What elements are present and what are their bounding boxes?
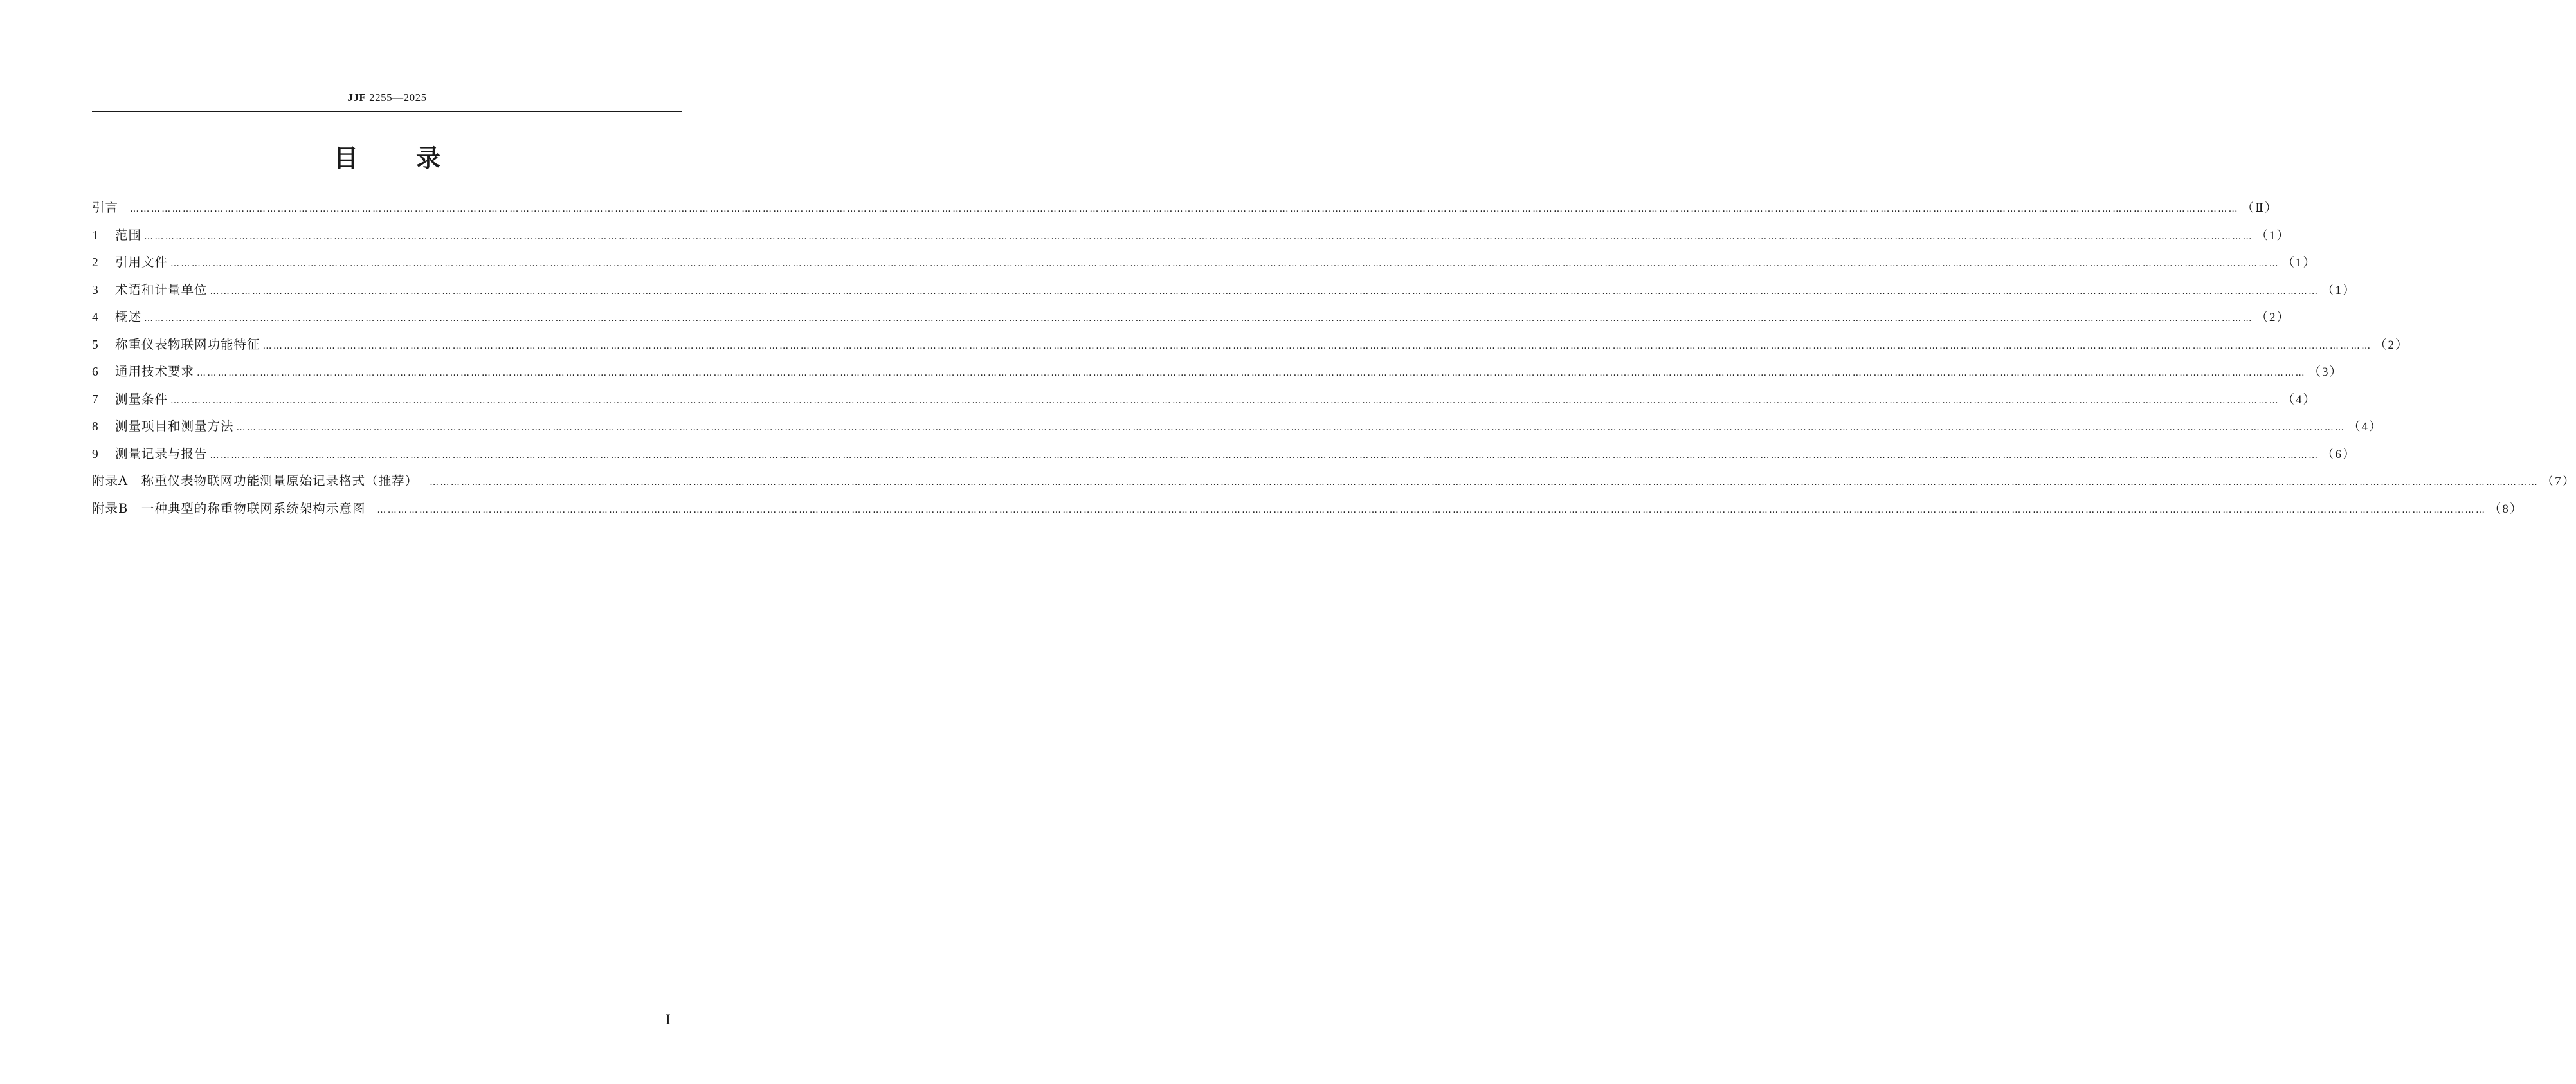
toc-entry-label: 通用技术要求 xyxy=(115,364,195,379)
toc-dot-leader: …………………………………………………………………………………………………………………………………………………………………………………………………………………………………………………………………………………………………………………………………………………………………………………………………………………………………………………………………………………………………………………………………………………… xyxy=(170,395,2280,406)
toc-entry-label: 术语和计量单位 xyxy=(115,282,208,297)
toc-entry[interactable] xyxy=(92,468,2576,495)
toc-dot-leader: …………………………………………………………………………………………………………………………………………………………………………………………………………………………………………………………………………………………………………………………………………………………………………………………………………………………………………………………………………………………………………………………………………………… xyxy=(210,450,2319,461)
toc-dot-leader: …………………………………………………………………………………………………………………………………………………………………………………………………………………………………………………………………………………………………………………………………………………………………………………………………………………………………………………………………………………………………………………………………………………… xyxy=(144,231,2254,242)
toc-dot-leader: …………………………………………………………………………………………………………………………………………………………………………………………………………………………………………………………………………………………………………………………………………………………………………………………………………………………………………………………………………………………………………………………………………………… xyxy=(170,259,2280,269)
toc-entry-page: （2） xyxy=(2374,338,2409,352)
header-divider xyxy=(92,111,682,112)
toc-entry[interactable] xyxy=(92,386,2317,414)
page-number: Ⅰ xyxy=(665,1012,671,1027)
toc-entry-label: 称重仪表物联网功能特征 xyxy=(115,336,260,352)
toc-entry-page: （4） xyxy=(2348,420,2383,434)
toc-entry-page: （4） xyxy=(2282,392,2317,407)
toc-entry-page: （8） xyxy=(2489,502,2523,516)
toc-entry-page: （Ⅱ） xyxy=(2242,201,2278,215)
toc-dot-leader: …………………………………………………………………………………………………………………………………………………………………………………………………………………………………………………………………………………………………………………………………………………………………………………………………………………………………………………………………………………………………………………………………………………… xyxy=(262,340,2372,351)
toc-entry[interactable] xyxy=(92,277,2357,304)
toc-entry[interactable] xyxy=(92,441,2357,468)
toc-dot-leader: …………………………………………………………………………………………………………………………………………………………………………………………………………………………………………………………………………………………………………………………………………………………………………………………………………………………………………………………………………………………………………………………………………………… xyxy=(377,504,2487,515)
toc-entry-number: 4 xyxy=(92,311,98,324)
toc-entry-label: 附录A 称重仪表物联网功能测量原始记录格式（推荐） xyxy=(92,473,419,488)
standard-code: JJF xyxy=(347,91,367,104)
toc-entry[interactable] xyxy=(92,331,2409,359)
toc-entry-number: 7 xyxy=(92,392,98,407)
toc-dot-leader: …………………………………………………………………………………………………………………………………………………………………………………………………………………………………………………………………………………………………………………………………………………………………………………………………………………………………………………………………………………………………………………………………………………… xyxy=(197,368,2307,378)
toc-entry-number: 1 xyxy=(92,228,98,243)
toc-entry-page: （1） xyxy=(2282,256,2317,270)
toc-entry[interactable] xyxy=(92,194,2278,222)
toc-entry[interactable] xyxy=(92,304,2290,331)
running-header xyxy=(92,91,682,104)
toc-entry-label: 测量记录与报告 xyxy=(115,446,208,461)
toc-entry-label: 附录B 一种典型的称重物联网系统架构示意图 xyxy=(92,501,366,516)
toc-entry-label: 测量条件 xyxy=(115,391,168,407)
toc-entry[interactable] xyxy=(92,495,2523,523)
table-of-contents xyxy=(92,194,2576,522)
toc-entry-number: 8 xyxy=(92,420,98,434)
toc-entry[interactable] xyxy=(92,222,2290,250)
toc-dot-leader: …………………………………………………………………………………………………………………………………………………………………………………………………………………………………………………………………………………………………………………………………………………………………………………………………………………………………………………………………………………………………………………………………………………… xyxy=(236,423,2346,433)
toc-entry-label: 引言 xyxy=(92,200,119,215)
toc-entry-number: 3 xyxy=(92,283,98,297)
toc-entry[interactable] xyxy=(92,413,2383,441)
toc-entry-number: 6 xyxy=(92,365,98,379)
toc-entry-page: （1） xyxy=(2321,283,2357,297)
toc-entry-label: 概述 xyxy=(115,309,142,324)
toc-entry[interactable] xyxy=(92,249,2317,277)
toc-dot-leader: …………………………………………………………………………………………………………………………………………………………………………………………………………………………………………………………………………………………………………………………………………………………………………………………………………………………………………………………………………………………………………………………………………………… xyxy=(210,286,2319,297)
toc-entry-page: （7） xyxy=(2541,475,2576,488)
toc-dot-leader: …………………………………………………………………………………………………………………………………………………………………………………………………………………………………………………………………………………………………………………………………………………………………………………………………………………………………………………………………………………………………………………………………………………… xyxy=(130,204,2240,214)
toc-entry-page: （1） xyxy=(2256,228,2290,243)
toc-entry-label: 测量项目和测量方法 xyxy=(115,419,234,434)
toc-entry-page: （3） xyxy=(2308,365,2343,379)
toc-entry-number: 2 xyxy=(92,256,98,270)
toc-dot-leader: …………………………………………………………………………………………………………………………………………………………………………………………………………………………………………………………………………………………………………………………………………………………………………………………………………………………………………………………………………………………………………………………………………………… xyxy=(430,477,2539,488)
standard-number: 2255—2025 xyxy=(369,91,427,104)
toc-entry-number: 9 xyxy=(92,447,98,461)
toc-dot-leader: …………………………………………………………………………………………………………………………………………………………………………………………………………………………………………………………………………………………………………………………………………………………………………………………………………………………………………………………………………………………………………………………………………………… xyxy=(144,313,2254,324)
toc-entry-number: 5 xyxy=(92,338,98,352)
toc-entry-page: （6） xyxy=(2321,447,2357,461)
page-title: 目录 xyxy=(333,144,498,172)
toc-entry-label: 引用文件 xyxy=(115,255,168,270)
toc-entry[interactable] xyxy=(92,358,2343,386)
toc-entry-label: 范围 xyxy=(115,227,142,243)
toc-entry-page: （2） xyxy=(2256,311,2290,324)
